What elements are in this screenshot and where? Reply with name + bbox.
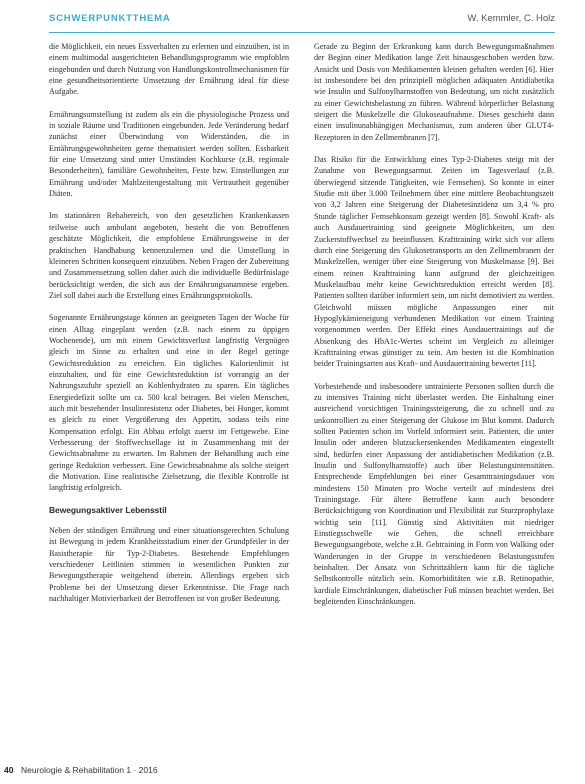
section-heading: Bewegungsaktiver Lebensstil	[49, 504, 167, 515]
page-number: 40	[4, 765, 14, 775]
page-header	[49, 10, 555, 33]
paragraph: Im stationären Rehabereich, von den gesetzlichen Krankenkassen teilweise auch ambulant angeboten, besteht die von Betroffenen geschätzte Möglichkeit, die empfohlene Ernährungsweise in der praktischen Handhabung kennenzulernen und die Umstellung in kleineren Schritten konsequent einzuüben. Neben Fragen der Zubereitung und Zusammensetzung sollen daher auch die individuelle Bedürfnislage berücksichtigt werden, die sich aus der Ernährungsanamnese ergeben. Ziel soll dabei auch die Erstellung eines Ernährungsprotokolls.	[49, 211, 289, 300]
journal-citation: Neurologie & Rehabilitation 1 · 2016	[21, 765, 158, 775]
paragraph: die Möglichkeit, ein neues Essverhalten zu erlernen und einzuüben, ist in einem multimodal ausgerichteten Behandlungsprogramm wie empfohlen eingebunden und durch Nutzung von Handlungskontrollmechanismen für eine gesundheitsorientierte Umsetzung der Ernährung ideal für diese Aufgabe.	[49, 42, 289, 97]
paragraph: Neben der ständigen Ernährung und einer situationsgerechten Schulung ist Bewegung in jedem Krankheitsstadium einer der Grundpfeiler in der Basistherapie für Typ-2-Diabetes. Bestehende Empfehlungen verschiedener Leitlinien stimmen in wesentlichen Punkten zur Bewegungstherapie weitgehend überein. Allerdings ergeben sich Probleme bei der Umsetzung dieser Erkenntnisse. Die Frage nach nachhaltiger Motivierbarkeit der Betroffenen ist von großer Bedeutung.	[49, 526, 289, 604]
paragraph: Vorbestehende und insbesondere untrainierte Personen sollten durch die zu intensives Training nicht überlastet werden. Die Einhaltung einer ausreichend vorsichtigen Trainingssteigerung, die zu schnell und zu unkontrolliert zu einer Steigerung der Glukose im Blut kommt. Dadurch sollten Patienten schon im Vorfeld informiert sein. Patienten, die unter Insulin oder anderen blutzuckersenkenden Medikamenten eingestellt sind, bedürfen einer Anpassung der antidiabetischen Medikation (z.B. Insulin und Sulfonylharnstoffe) auch über Belastungsintensitäten. Entsprechende Empfehlungen bei einer Gesamttrainingsdauer von mindestens 150 Minuten pro Woche verteilt auf mindestens drei Trainingstage. Für ältere Betroffene kann auch besondere Berücksichtigung von Koordination und Flexibilität zur Sturzprophylaxe wichtig sein [11]. Günstig sind Aktivitäten mit niedriger Einstiegsschwelle wie Gehen, die schnell erreichbare Bewegungsangebote, welche z.B. Gehtraining in Form von Walking oder Wanderungen in der Gruppe in verschiedenen Belastungsstufen beinhalten. Der Ansatz von Schrittzählern kann für die tägliche Selbstkontrolle nützlich sein. Komorbiditäten wie z.B. Retinopathie, kardiale Einschränkungen, diabetischer Fuß müssen beachtet werden. Bei begleitenden Einschränkungen.	[314, 381, 554, 607]
paragraph: Ernährungsumstellung ist zudem als ein die physiologische Prozess und in soziale Räume und Traditionen eingebunden. Jede Veränderung bedarf zunächst einer Überwindung von Widerständen, die in Ernährungsgewohnheiten gerne thematisiert werden sollten. Essbarkeit für eine Umsetzung sind unter Umständen Kochkurse (z.B. regionale Besonderheiten), familiäre Gewohnheiten, Feste bzw. Einstellungen zur Ernährung und/oder Mahlzeitengestaltung mit Vertrautheit gegenüber Diäten.	[49, 109, 289, 199]
right-column	[314, 41, 554, 769]
left-column	[49, 41, 289, 761]
paragraph: Gerade zu Beginn der Erkrankung kann durch Bewegungsmaßnahmen der Beginn einer Medikation lange Zeit hinausgeschoben werden bzw. Ansicht und Dosis von Medikamenten kleinen gehalten werden [6]. Hier ist insbesondere bei den prinzipiell möglichen adäquaten Antidiabetika wie Insulin und Sulfonylharnstoffen von Bedeutung, um nicht zusätzlich zu einer Gewichtsbelastung zu führen. Während körperlicher Belastung steigert die Muskelzelle die Glukoseaufnahme. Dieses geschieht dann einen insulinunabhängigen Mechanismus, zum anderen über GLUT4-Rezeptoren in den Zellmembranen [7].	[314, 42, 554, 142]
paragraph: Das Risiko für die Entwicklung eines Typ-2-Diabetes steigt mit der Zunahme von Bewegungsarmut. Zeiten im Tagesverlauf (z.B. überwiegend sitzende Tätigkeiten, wie Fernsehen). So konnte in einer Studie mit über 3.000 Teilnehmern über eine mittlere Beobachtungszeit von 3,2 Jahren eine Steigerung der Diabetesinzidenz um 3,4 % pro Stunde täglicher Fernsehkonsum gezeigt werden [8]. Sowohl Kraft- als auch Ausdauertraining sind geeignete Möglichkeiten, um den Zuckerstoffwechsel zu beeinflussen. Krafttraining wirkt sich vor allem durch eine Steigerung des Glukosetransports an den Zellmembranen der Muskelzellen, weniger über eine Steigerung von Muskelmasse [9]. Bei einem reinen Krafttraining kann aufgrund der gleichzeitigen Muskelaufbau mehr keine Gewichtsreduktion erreicht werden [8]. Patienten sollten darüber informiert sein, um nicht demotiviert zu werden. Gleichwohl müssen mögliche Anpassungen einer mit Hypoglykämieneigung verbundenen Medikation vor einem Training vorgenommen werden. Der Effekt eines Ausdauertrainings auf die Absenkung des HbA1c-Wertes scheint im Vergleich zu alleiniger Krafttraining etwas günstiger zu sein. Am besten ist die Kombination beider Trainingsarten aus Kraft- und Ausdauertraining bewertet [11].	[314, 155, 554, 369]
running-authors: W. Kemmler, C. Holz	[467, 13, 555, 24]
paragraph: Sogenannte Ernährungstage können an geeigneten Tagen der Woche für einen Alltag eingeplant werden (z.B. nach einem zu üppigen Wochenende), um mit einem Gewichtsverlust langfristig Vergnügen gleich im Sinne zu erhalten und eine in der Regel geringe Gewichtsreduktion zu erreichen. Ein tägliches Kalorienlimit ist einzuhalten, und für eine Gewichtsreduktion ist vorrangig an der Nahrungszufuhr speziell an Kohlenhydraten zu sparen. Ein tägliches Energiedefizit sollte um ca. 500 kcal betragen. Bei vielen Menschen, auch mit bestehender Insulinresistenz oder Diabetes, bei Hunger, kommt es gleich zu einer Vergrößerung des Appetits, sodass teils eine Kompensation erfolgt. Ein Abbau erfolgt zuerst im Fettgewebe. Eine Verbesserung der Stoffwechsellage ist in Zusammenhang mit der Gewichtsabnahme zu erwarten. Im Rahmen der Behandlung auch eine geringe Reduktion verbessert. Eine Gewichtsabnahme als solche steigert die Motivation. Eine realistische Zielsetzung, die flexible Kontrolle ist langfristig erfolgreich.	[49, 313, 289, 493]
page-footer	[0, 762, 585, 784]
section-label: SCHWERPUNKTTHEMA	[49, 13, 171, 24]
